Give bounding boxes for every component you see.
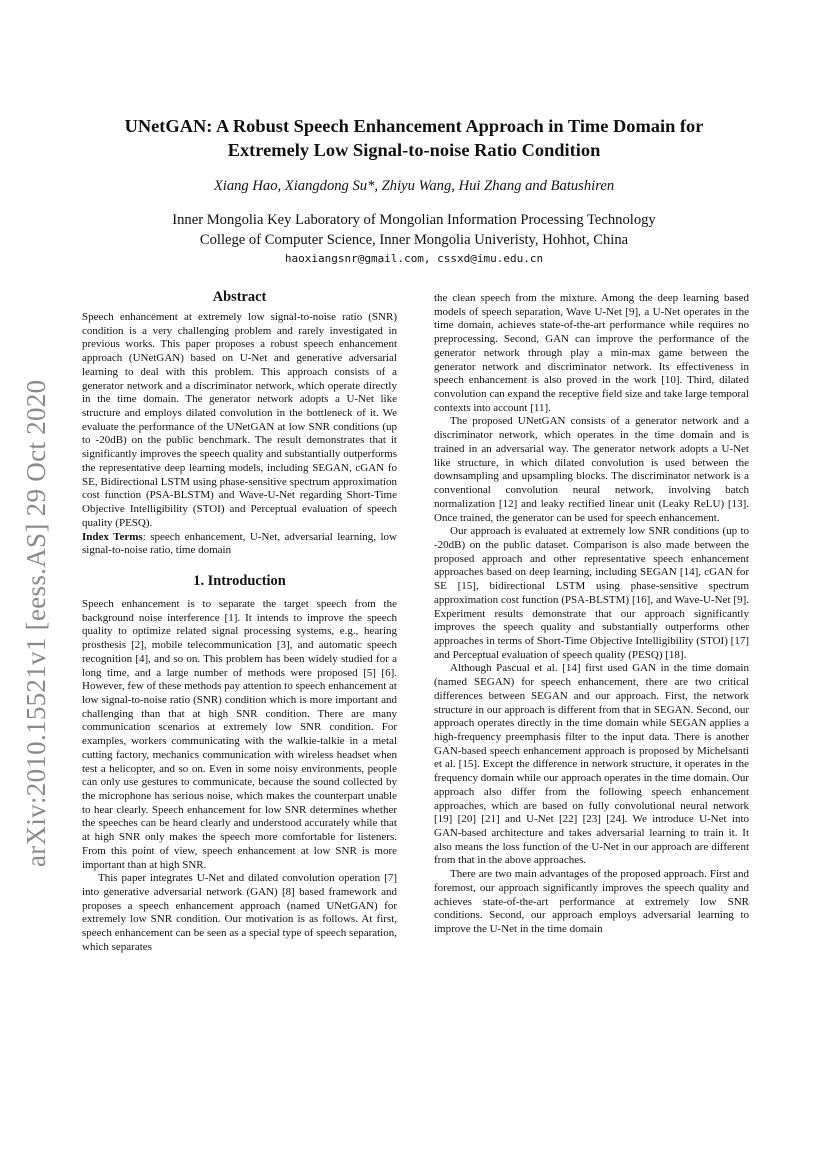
author-list: Xiang Hao, Xiangdong Su*, Zhiyu Wang, Hui Zhang and Batushiren	[213, 178, 615, 194]
index-terms	[82, 531, 397, 558]
affiliation-line-1: Inner Mongolia Key Laboratory of Mongolian Information Processing Technology	[172, 212, 656, 228]
abstract-heading: Abstract	[212, 289, 267, 305]
affiliation	[60, 210, 768, 250]
intro-paragraph-2: This paper integrates U-Net and dilated convolution operation [7] into generative adversarial network (GAN) [8] based framework and proposes a speech enhancement approach (named UNetGAN) for extremely low SNR condition. Our motivation is as follows. At first, speech enhancement can be seen as a special type of speech separation, which separates	[82, 872, 397, 953]
intro-paragraph-1: Speech enhancement is to separate the target speech from the background noise interference [1]. It intends to improve the speech quality to optimize related signal processing systems, e.g., hearing prosthesis [2], mobile telecommunication [3], and automatic speech recognition [4], and so on. This problem has been widely studied for a long time, and a large number of methods were proposed [5] [6]. However, few of these methods pay attention to speech enhancement at low signal-to-noise ratio (SNR) condition which is more important and challenging than that at high SNR condition. There are many communication scenarios at extremely low SNR condition. For examples, workers communicating with the walkie-talkie in a metal cutting factory, mechanics communication with wireless headset when test a helicopter, and so on. Even in some noisy environments, people can only use gestures to communicate, because the sound collected by the microphone has serious noise, which makes the counterpart unable to hear clearly. Speech enhancement for low SNR determines whether the speeches can be heard clearly and understood accurately while that at high SNR only makes the speech more comfortable for listeners. From this point of view, speech enhancement at low SNR is more important than at high SNR.	[82, 597, 397, 871]
intro-paragraph-3: The proposed UNetGAN consists of a generator network and a discriminator network, which operates in the time domain and is trained in an adversarial way. The generator network adopts a U-Net like structure, in which dilated convolution is used between the downsampling and upsampling blocks. The discriminator network is a conventional convolution neural network, involving batch normalization [12] and leaky rectified linear unit (Leaky ReLU) [13]. Once trained, the generator can be used for speech enhancement.	[434, 415, 749, 524]
paper-title-line-1: UNetGAN: A Robust Speech Enhancement Approach in Time Domain for	[124, 116, 704, 136]
intro-paragraph-2-continued: the clean speech from the mixture. Among the deep learning based models of speech separation, Wave U-Net [9], a U-Net operates in the time domain, achieves state-of-the-art performance while requires no preprocessing. Second, GAN can improve the performance of the generator network through play a min-max game between the generator network and discriminator network. Its effectiveness in speech enhancement is also proved in the work [10]. Third, dilated convolution can expand the receptive field size and take large temporal contexts into account [11].	[434, 292, 749, 414]
paper-title-line-2: Extremely Low Signal-to-noise Ratio Condition	[227, 140, 601, 160]
arxiv-identifier-text: arXiv:2010.15521v1 [eess.AS] 29 Oct 2020	[21, 379, 51, 867]
introduction-heading: 1. Introduction	[193, 572, 286, 589]
left-column	[82, 288, 397, 955]
index-terms-label: Index Terms	[82, 530, 143, 543]
intro-paragraph-5: Although Pascual et al. [14] first used GAN in the time domain (named SEGAN) for speech enhancement, there are two critical differences between SEGAN and our approach. First, the network structure in our approach is different from that in SEGAN. Second, our approach operates directly in the time domain while SEGAN applies a high-frequency preemphasis filter to the input data. There is another GAN-based speech enhancement approach is proposed by Michelsanti et al. [15]. Except the difference in network structure, it operates in the frequency domain while our approach operates in the time domain. Our approach also differ from the following speech enhancement approaches, which are based on fully convolutional neural network [19] [20] [21] and U-Net [22] [23] [24]. We introduce U-Net into GAN-based architecture and takes adversarial learning to train it. It also means the loss function of the U-Net in our approach are different from that in the above approaches.	[434, 662, 749, 867]
abstract-text: Speech enhancement at extremely low signal-to-noise ratio (SNR) condition is a very challenging problem and rarely investigated in previous works. This paper proposes a robust speech enhancement approach (UNetGAN) based on U-Net and generative adversarial learning to deal with this problem. This approach consists of a generator network and a discriminator network, which operate directly in the time domain. The generator network adopts a U-Net like structure and employs dilated convolution in the bottleneck of it. We evaluate the performance of the UNetGAN at low SNR conditions (up to -20dB) on the public benchmark. The result demonstrates that it significantly improves the speech quality and substantially outperforms the representative deep learning models, including SEGAN, cGAN fo SE, Bidirectional LSTM using phase-sensitive spectrum approximation cost function (PSA-BLSTM) and Wave-U-Net regarding Short-Time Objective Intelligibility (STOI) and Perceptual evaluation of speech quality (PESQ).	[82, 311, 397, 529]
author-emails: haoxiangsnr@gmail.com, cssxd@imu.edu.cn	[284, 252, 544, 265]
affiliation-line-2: College of Computer Science, Inner Mongolia Univeristy, Hohhot, China	[199, 232, 629, 248]
index-terms-text: : speech enhancement, U-Net, adversarial learning, low signal-to-noise ratio, time domain	[82, 530, 397, 557]
intro-paragraph-6: There are two main advantages of the proposed approach. First and foremost, our approach significantly improves the speech quality and achieves state-of-the-art performance at extremely low SNR conditions. Second, our approach employs adversarial learning to improve the U-Net in the time domain	[434, 868, 749, 936]
intro-paragraph-4: Our approach is evaluated at extremely low SNR conditions (up to -20dB) on the public dataset. Comparison is also made between the proposed approach and other representative speech enhancement approaches based on deep learning, including SEGAN [14], cGAN for SE [15], bidirectional LSTM using phase-sensitive spectrum approximation cost function (PSA-BLSTM) [16], and Wave-U-Net [9]. Experiment results demonstrate that our approach significantly improves the speech quality and substantially outperforms other approaches in terms of Short-Time Objective Intelligibility (STOI) [17] and Perceptual evaluation of speech quality (PESQ) [18].	[434, 525, 749, 661]
right-column	[434, 292, 749, 937]
paper-title	[60, 114, 768, 162]
